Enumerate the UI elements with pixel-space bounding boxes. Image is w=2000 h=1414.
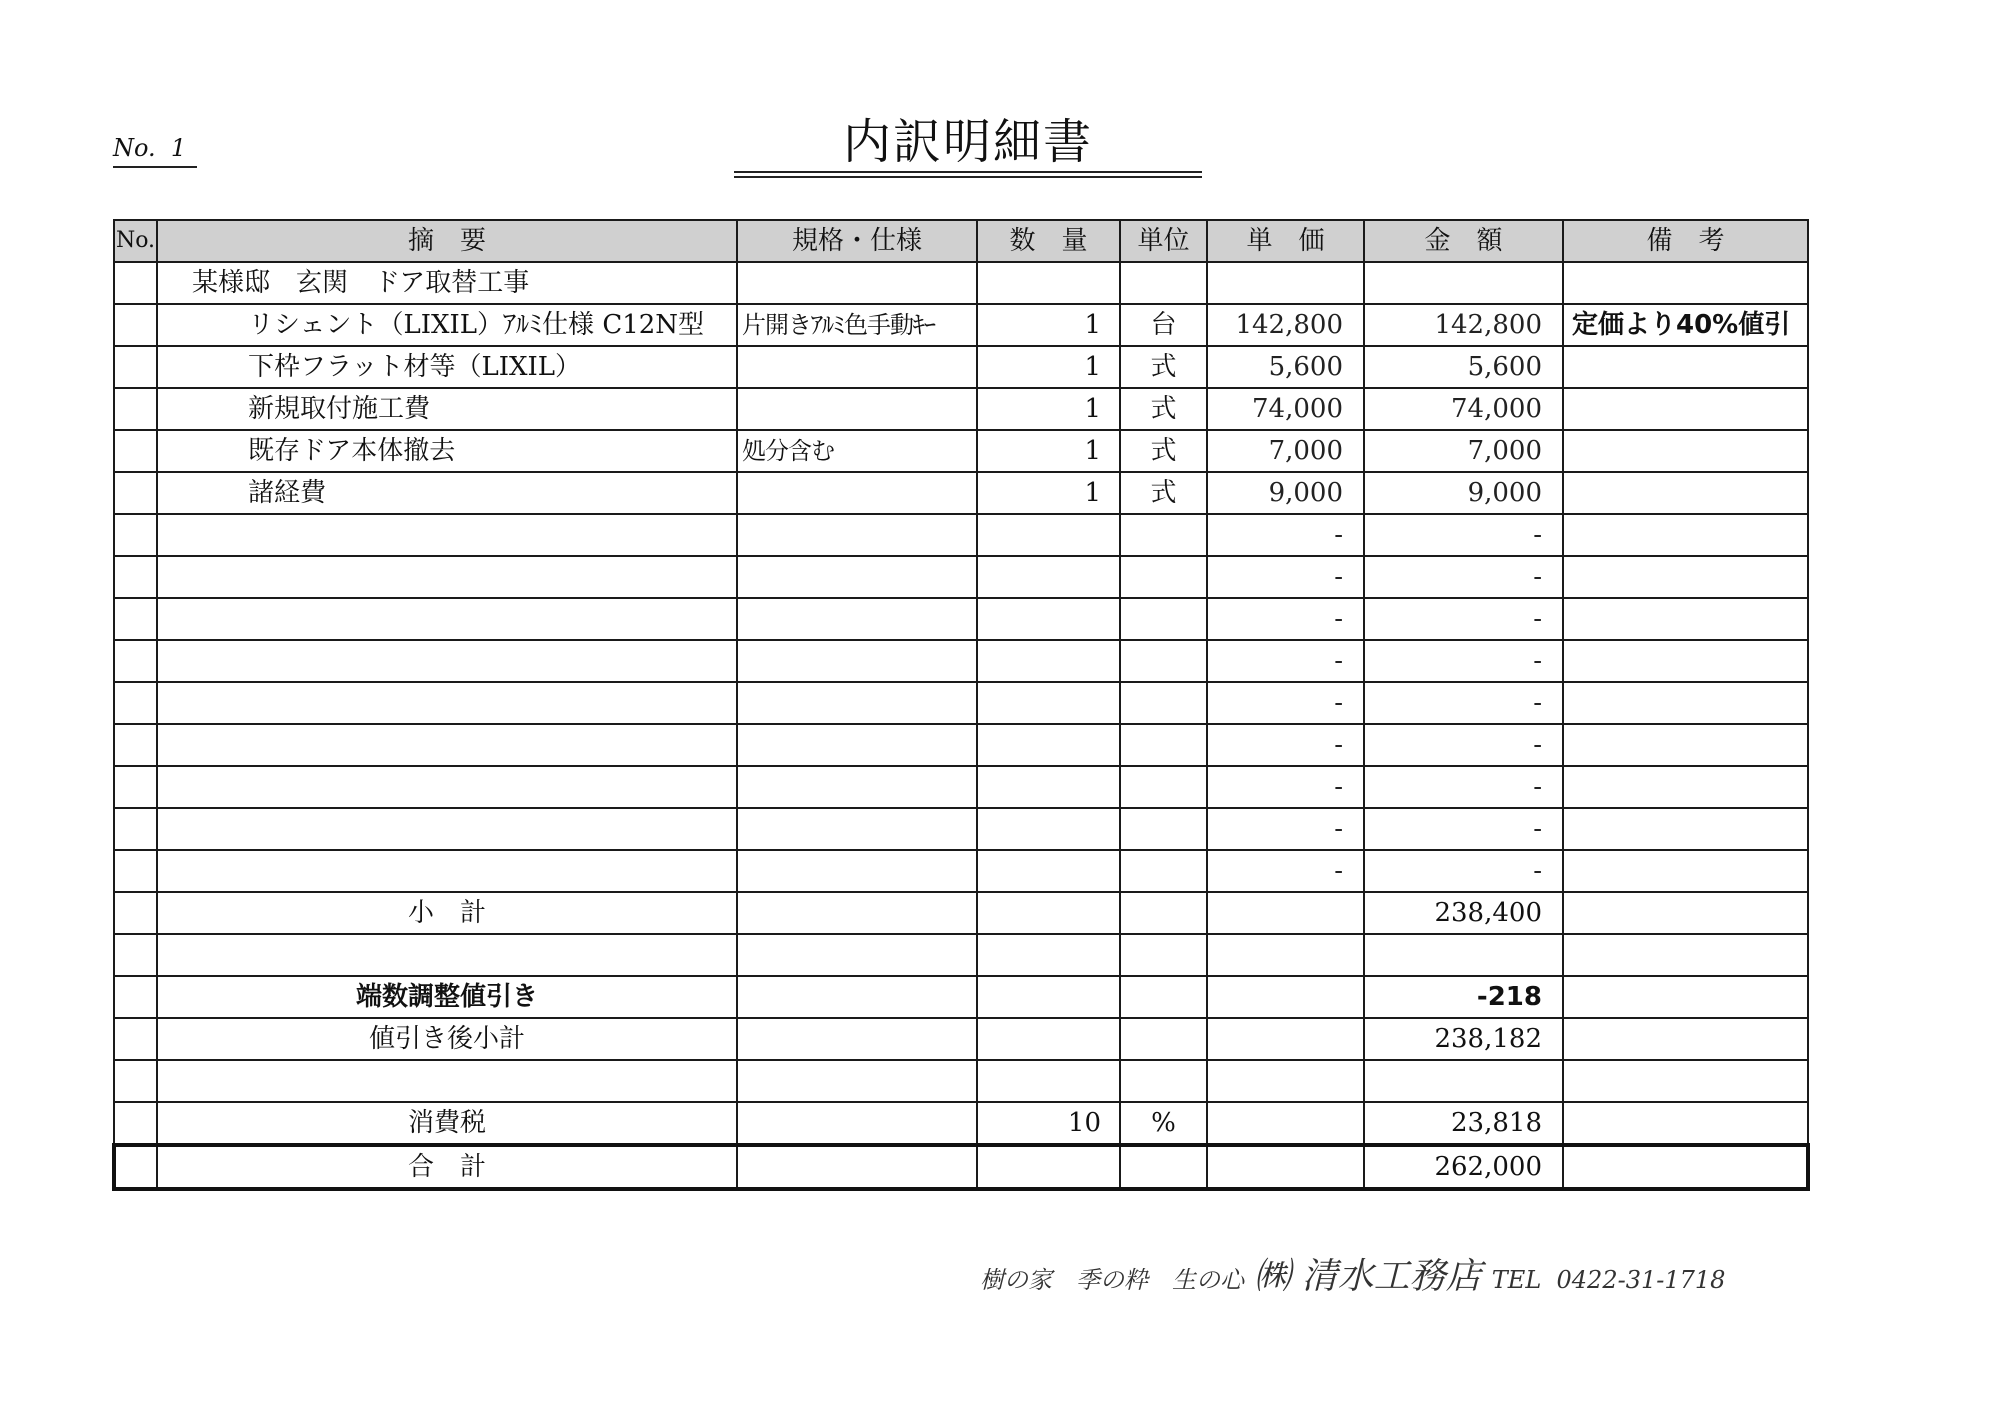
cell-unit: 台 — [1120, 304, 1207, 346]
column-header-quantity: 数 量 — [977, 220, 1120, 262]
company-slogan: 樹の家 季の粋 生の心 — [980, 1266, 1244, 1294]
cell-description: 下枠フラット材等（LIXIL） — [157, 346, 737, 388]
column-header-remarks: 備 考 — [1563, 220, 1808, 262]
cell-spec — [737, 388, 977, 430]
cell-amount: 7,000 — [1364, 430, 1563, 472]
cell-no — [114, 598, 157, 640]
summary-amount — [1364, 1060, 1563, 1102]
column-header-unit: 単位 — [1120, 220, 1207, 262]
cell-remark — [1563, 1145, 1808, 1189]
cell-amount: 74,000 — [1364, 388, 1563, 430]
cell-unit — [1120, 514, 1207, 556]
cell-amount: 142,800 — [1364, 304, 1563, 346]
cell-quantity — [977, 262, 1120, 304]
cell-amount: - — [1364, 682, 1563, 724]
cell-spec — [737, 1102, 977, 1145]
summary-amount — [1364, 934, 1563, 976]
summary-quantity — [977, 892, 1120, 934]
table-row — [114, 430, 1808, 472]
cell-price — [1207, 934, 1364, 976]
cell-spec — [737, 976, 977, 1018]
cell-description: 某様邸 玄関 ドア取替工事 — [157, 262, 737, 304]
cell-no — [114, 262, 157, 304]
cell-unit: 式 — [1120, 346, 1207, 388]
table-row — [114, 598, 1808, 640]
cell-amount: - — [1364, 766, 1563, 808]
cell-quantity — [977, 640, 1120, 682]
cell-unit-price: 9,000 — [1207, 472, 1364, 514]
summary-amount: 238,400 — [1364, 892, 1563, 934]
cell-description — [157, 556, 737, 598]
cell-quantity — [977, 724, 1120, 766]
cell-description — [157, 514, 737, 556]
cell-quantity: 1 — [977, 346, 1120, 388]
cell-remark — [1563, 262, 1808, 304]
cell-unit — [1120, 766, 1207, 808]
cell-unit-price: 74,000 — [1207, 388, 1364, 430]
cell-spec — [737, 472, 977, 514]
cell-spec — [737, 598, 977, 640]
cell-spec — [737, 1018, 977, 1060]
cell-remark — [1563, 430, 1808, 472]
cell-unit-price: - — [1207, 724, 1364, 766]
total-amount: 262,000 — [1364, 1145, 1563, 1189]
table-row — [114, 682, 1808, 724]
cell-no — [114, 304, 157, 346]
title-underline-second — [734, 176, 1202, 178]
summary-label — [157, 934, 737, 976]
summary-body — [114, 892, 1808, 1145]
summary-quantity — [977, 934, 1120, 976]
column-header-amount: 金 額 — [1364, 220, 1563, 262]
table-row — [114, 304, 1808, 346]
cell-unit-price: - — [1207, 850, 1364, 892]
cell-remark — [1563, 1102, 1808, 1145]
cell-remark — [1563, 556, 1808, 598]
cell-no — [114, 430, 157, 472]
cell-unit: 式 — [1120, 388, 1207, 430]
cell-unit — [1120, 850, 1207, 892]
cell-description — [157, 766, 737, 808]
table-row — [114, 724, 1808, 766]
cell-unit: 式 — [1120, 430, 1207, 472]
cell-unit — [1120, 1145, 1207, 1189]
cell-remark — [1563, 850, 1808, 892]
cell-no — [114, 976, 157, 1018]
summary-label: 消費税 — [157, 1102, 737, 1145]
cell-description — [157, 850, 737, 892]
summary-unit — [1120, 892, 1207, 934]
cell-no — [114, 346, 157, 388]
cell-amount: - — [1364, 598, 1563, 640]
cell-spec: 処分含む — [737, 430, 977, 472]
cell-unit-price: 5,600 — [1207, 346, 1364, 388]
cell-unit — [1120, 598, 1207, 640]
cell-no — [114, 724, 157, 766]
cell-remark — [1563, 388, 1808, 430]
cell-no — [114, 1060, 157, 1102]
table-row — [114, 472, 1808, 514]
cell-unit-price: - — [1207, 766, 1364, 808]
cell-no — [114, 640, 157, 682]
cell-remark — [1563, 934, 1808, 976]
cell-spec — [737, 892, 977, 934]
total-label: 合 計 — [157, 1145, 737, 1189]
cell-amount: - — [1364, 808, 1563, 850]
summary-amount: 23,818 — [1364, 1102, 1563, 1145]
cell-no — [114, 934, 157, 976]
cell-unit — [1120, 640, 1207, 682]
table-row — [114, 346, 1808, 388]
summary-unit: % — [1120, 1102, 1207, 1145]
cell-unit-price: 7,000 — [1207, 430, 1364, 472]
cell-quantity — [977, 556, 1120, 598]
summary-label: 値引き後小計 — [157, 1018, 737, 1060]
cell-unit-price: - — [1207, 514, 1364, 556]
cell-price — [1207, 892, 1364, 934]
table-row — [114, 850, 1808, 892]
cell-remark — [1563, 1018, 1808, 1060]
cell-amount: - — [1364, 850, 1563, 892]
summary-row — [114, 892, 1808, 934]
summary-row — [114, 934, 1808, 976]
cell-spec — [737, 850, 977, 892]
cell-spec — [737, 724, 977, 766]
cell-remark — [1563, 976, 1808, 1018]
cell-no — [114, 808, 157, 850]
cell-quantity: 1 — [977, 304, 1120, 346]
cell-remark — [1563, 472, 1808, 514]
cell-spec: 片開きｱﾙﾐ色手動ｷｰ — [737, 304, 977, 346]
cell-remark — [1563, 766, 1808, 808]
cell-price — [1207, 1060, 1364, 1102]
cell-price — [1207, 1145, 1364, 1189]
cell-amount: - — [1364, 514, 1563, 556]
document-number: No. 1 — [113, 134, 197, 168]
cell-quantity: 1 — [977, 430, 1120, 472]
cell-spec — [737, 514, 977, 556]
table-row — [114, 262, 1808, 304]
footer — [980, 1248, 1780, 1299]
cell-description — [157, 640, 737, 682]
cell-unit: 式 — [1120, 472, 1207, 514]
cell-amount: 5,600 — [1364, 346, 1563, 388]
summary-label: 端数調整値引き — [157, 976, 737, 1018]
column-header-description: 摘 要 — [157, 220, 737, 262]
cell-unit — [1120, 808, 1207, 850]
summary-label — [157, 1060, 737, 1102]
cell-unit — [1120, 262, 1207, 304]
cell-description — [157, 808, 737, 850]
summary-row — [114, 1018, 1808, 1060]
summary-unit — [1120, 1018, 1207, 1060]
cell-no — [114, 1018, 157, 1060]
cell-no — [114, 472, 157, 514]
table-row — [114, 808, 1808, 850]
column-header-unit-price: 単 価 — [1207, 220, 1364, 262]
cell-remark — [1563, 1060, 1808, 1102]
cell-quantity — [977, 682, 1120, 724]
cell-price — [1207, 1018, 1364, 1060]
cell-quantity — [977, 514, 1120, 556]
summary-unit — [1120, 976, 1207, 1018]
cell-unit — [1120, 682, 1207, 724]
cell-unit-price: - — [1207, 556, 1364, 598]
cell-description: 既存ドア本体撤去 — [157, 430, 737, 472]
cell-unit-price: - — [1207, 682, 1364, 724]
cell-quantity — [977, 850, 1120, 892]
cell-remark — [1563, 808, 1808, 850]
cell-spec — [737, 934, 977, 976]
cell-spec — [737, 1060, 977, 1102]
total-row — [114, 1145, 1808, 1189]
cell-remark — [1563, 640, 1808, 682]
company-name: ㈱ 清水工務店 — [1254, 1256, 1482, 1297]
cell-no — [114, 1102, 157, 1145]
cell-remark — [1563, 724, 1808, 766]
cell-quantity — [977, 598, 1120, 640]
cell-remark — [1563, 682, 1808, 724]
cell-description — [157, 682, 737, 724]
cell-no — [114, 514, 157, 556]
table-row — [114, 766, 1808, 808]
cell-no — [114, 682, 157, 724]
cell-unit-price: - — [1207, 640, 1364, 682]
summary-unit — [1120, 1060, 1207, 1102]
cell-no — [114, 766, 157, 808]
cell-description — [157, 598, 737, 640]
cell-remark — [1563, 514, 1808, 556]
cell-amount: 9,000 — [1364, 472, 1563, 514]
summary-amount: 238,182 — [1364, 1018, 1563, 1060]
summary-label: 小 計 — [157, 892, 737, 934]
summary-row — [114, 1060, 1808, 1102]
table-row — [114, 388, 1808, 430]
cell-quantity: 1 — [977, 388, 1120, 430]
table-row — [114, 556, 1808, 598]
cell-unit — [1120, 556, 1207, 598]
summary-row — [114, 1102, 1808, 1145]
cell-unit-price: 142,800 — [1207, 304, 1364, 346]
cell-quantity — [977, 766, 1120, 808]
cell-no — [114, 556, 157, 598]
cell-description: 諸経費 — [157, 472, 737, 514]
summary-amount: -218 — [1364, 976, 1563, 1018]
table-header-row — [114, 220, 1808, 262]
cell-amount — [1364, 262, 1563, 304]
summary-unit — [1120, 934, 1207, 976]
column-header-spec: 規格・仕様 — [737, 220, 977, 262]
table-row — [114, 514, 1808, 556]
summary-quantity — [977, 1018, 1120, 1060]
cell-amount: - — [1364, 640, 1563, 682]
company-phone: TEL 0422-31-1718 — [1491, 1266, 1726, 1294]
cell-spec — [737, 682, 977, 724]
cell-spec — [737, 556, 977, 598]
cell-amount: - — [1364, 556, 1563, 598]
cell-remark: 定価より40%値引 — [1563, 304, 1808, 346]
cell-spec — [737, 1145, 977, 1189]
cell-spec — [737, 808, 977, 850]
document-title: 内訳明細書 — [842, 114, 1093, 170]
cell-spec — [737, 262, 977, 304]
cell-quantity: 1 — [977, 472, 1120, 514]
summary-quantity: 10 — [977, 1102, 1120, 1145]
summary-quantity — [977, 1060, 1120, 1102]
cell-spec — [737, 640, 977, 682]
cell-no — [114, 1145, 157, 1189]
cell-no — [114, 850, 157, 892]
title-underline — [734, 171, 1202, 173]
cell-unit-price: - — [1207, 808, 1364, 850]
cell-no — [114, 892, 157, 934]
summary-row — [114, 976, 1808, 1018]
cell-unit — [1120, 724, 1207, 766]
cell-description: 新規取付施工費 — [157, 388, 737, 430]
column-header-no: No. — [114, 220, 157, 262]
cell-qty — [977, 1145, 1120, 1189]
cell-unit-price: - — [1207, 598, 1364, 640]
cell-spec — [737, 766, 977, 808]
cell-spec — [737, 346, 977, 388]
table-row — [114, 640, 1808, 682]
cell-remark — [1563, 598, 1808, 640]
cell-unit-price — [1207, 262, 1364, 304]
cell-price — [1207, 1102, 1364, 1145]
cell-description: リシェント（LIXIL）ｱﾙﾐ仕様 C12N型 — [157, 304, 737, 346]
cell-quantity — [977, 808, 1120, 850]
cell-remark — [1563, 892, 1808, 934]
breakdown-table — [112, 219, 1810, 1191]
cell-amount: - — [1364, 724, 1563, 766]
summary-quantity — [977, 976, 1120, 1018]
cell-no — [114, 388, 157, 430]
table-body — [114, 262, 1808, 892]
cell-description — [157, 724, 737, 766]
cell-remark — [1563, 346, 1808, 388]
cell-price — [1207, 976, 1364, 1018]
